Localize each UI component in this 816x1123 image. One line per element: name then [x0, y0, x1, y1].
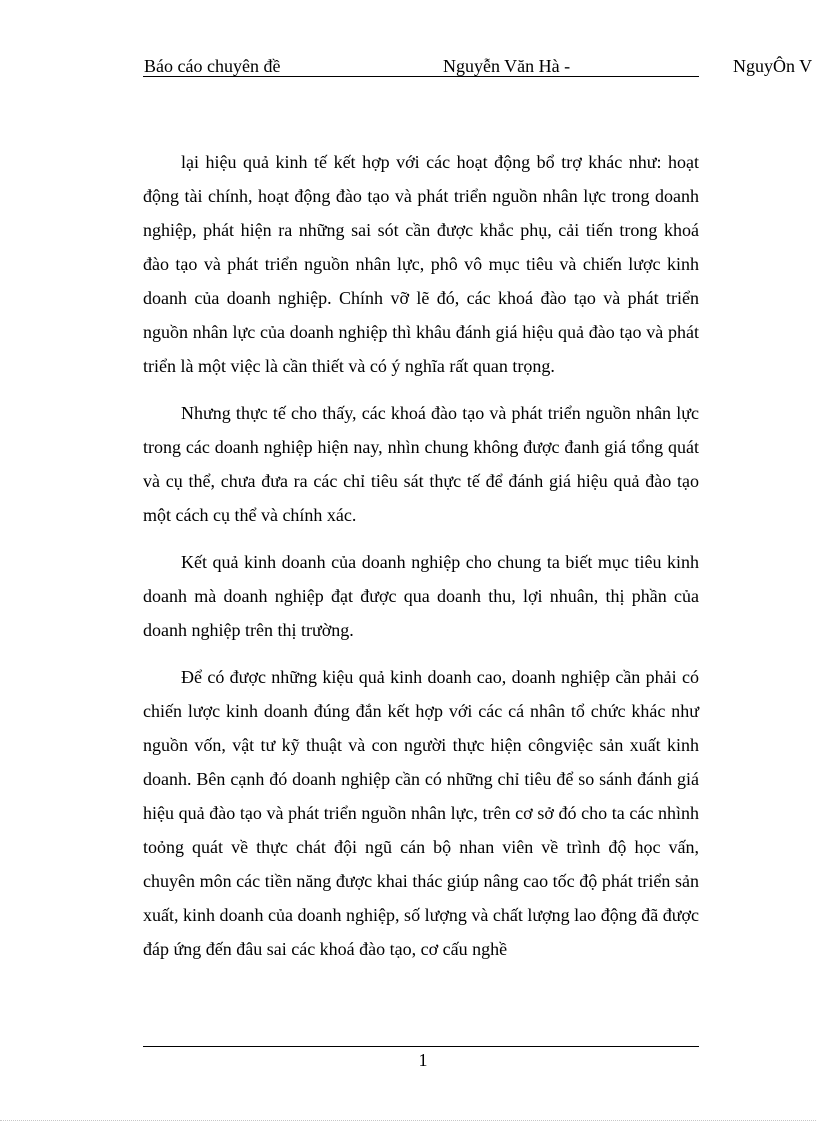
paragraph-3: Kết quả kinh doanh của doanh nghiệp cho chung ta biết mục tiêu kinh doanh mà doanh nghiệp đạt được qua doanh thu, lợi nhuân, thị phần của doanh nghiệp trên thị trường. — [143, 552, 699, 640]
footer-divider — [143, 1046, 699, 1047]
body-text — [143, 145, 699, 979]
paragraph-1: lại hiệu quả kinh tế kết hợp với các hoạt động bổ trợ khác như: hoạt động tài chính, hoạt động đào tạo và phát triển nguồn nhân lực trong doanh nghiệp, phát hiện ra những sai sót cần được khắc phụ, cải tiến trong khoá đào tạo và phát triển nguồn nhân lực, phô vô mục tiêu và chiến lược kinh doanh của doanh nghiệp. Chính vỡ lẽ đó, các khoá đào tạo và phát triển nguồn nhân lực của doanh nghiệp thì khâu đánh giá hiệu quả đào tạo và phát triển là một việc là cần thiết và có ý nghĩa rất quan trọng. — [143, 152, 699, 376]
paragraph-4: Để có được những kiệu quả kinh doanh cao, doanh nghiệp cần phải có chiến lược kinh doanh đúng đắn kết hợp với các cá nhân tổ chức khác như nguồn vốn, vật tư kỹ thuật và con người thực hiện côngviệc sản xuất kinh doanh. Bên cạnh đó doanh nghiệp cần có những chỉ tiêu để so sánh đánh giá hiệu quả đào tạo và phát triển nguồn nhân lực, trên cơ sở đó cho ta các nhình toỏng quát về thực chát đội ngũ cán bộ nhan viên về trình độ học vấn, chuyên môn các tiền năng được khai thác giúp nâng cao tốc độ phát triển sản xuất, kinh doanh của doanh nghiệp, số lượng và chất lượng lao động đã được đáp ứng đến đâu sai các khoá đào tạo, cơ cấu nghề — [143, 667, 699, 959]
page-bottom-edge — [0, 1120, 816, 1121]
header-divider — [143, 76, 699, 77]
header-report-title: Báo cáo chuyên đề — [144, 56, 281, 76]
header-author-name-truncated: NguyÔn V — [733, 56, 813, 76]
paragraph-2: Nhưng thực tế cho thấy, các khoá đào tạo và phát triển nguồn nhân lực trong các doanh nghiệp hiện nay, nhìn chung không được đanh giá tổng quát và cụ thể, chưa đưa ra các chỉ tiêu sát thực tế để đánh giá hiệu quả đào tạo một cách cụ thể và chính xác. — [143, 403, 699, 525]
page-number: 1 — [418, 1050, 428, 1070]
header-author-name: Nguyễn Văn Hà - — [443, 56, 571, 76]
